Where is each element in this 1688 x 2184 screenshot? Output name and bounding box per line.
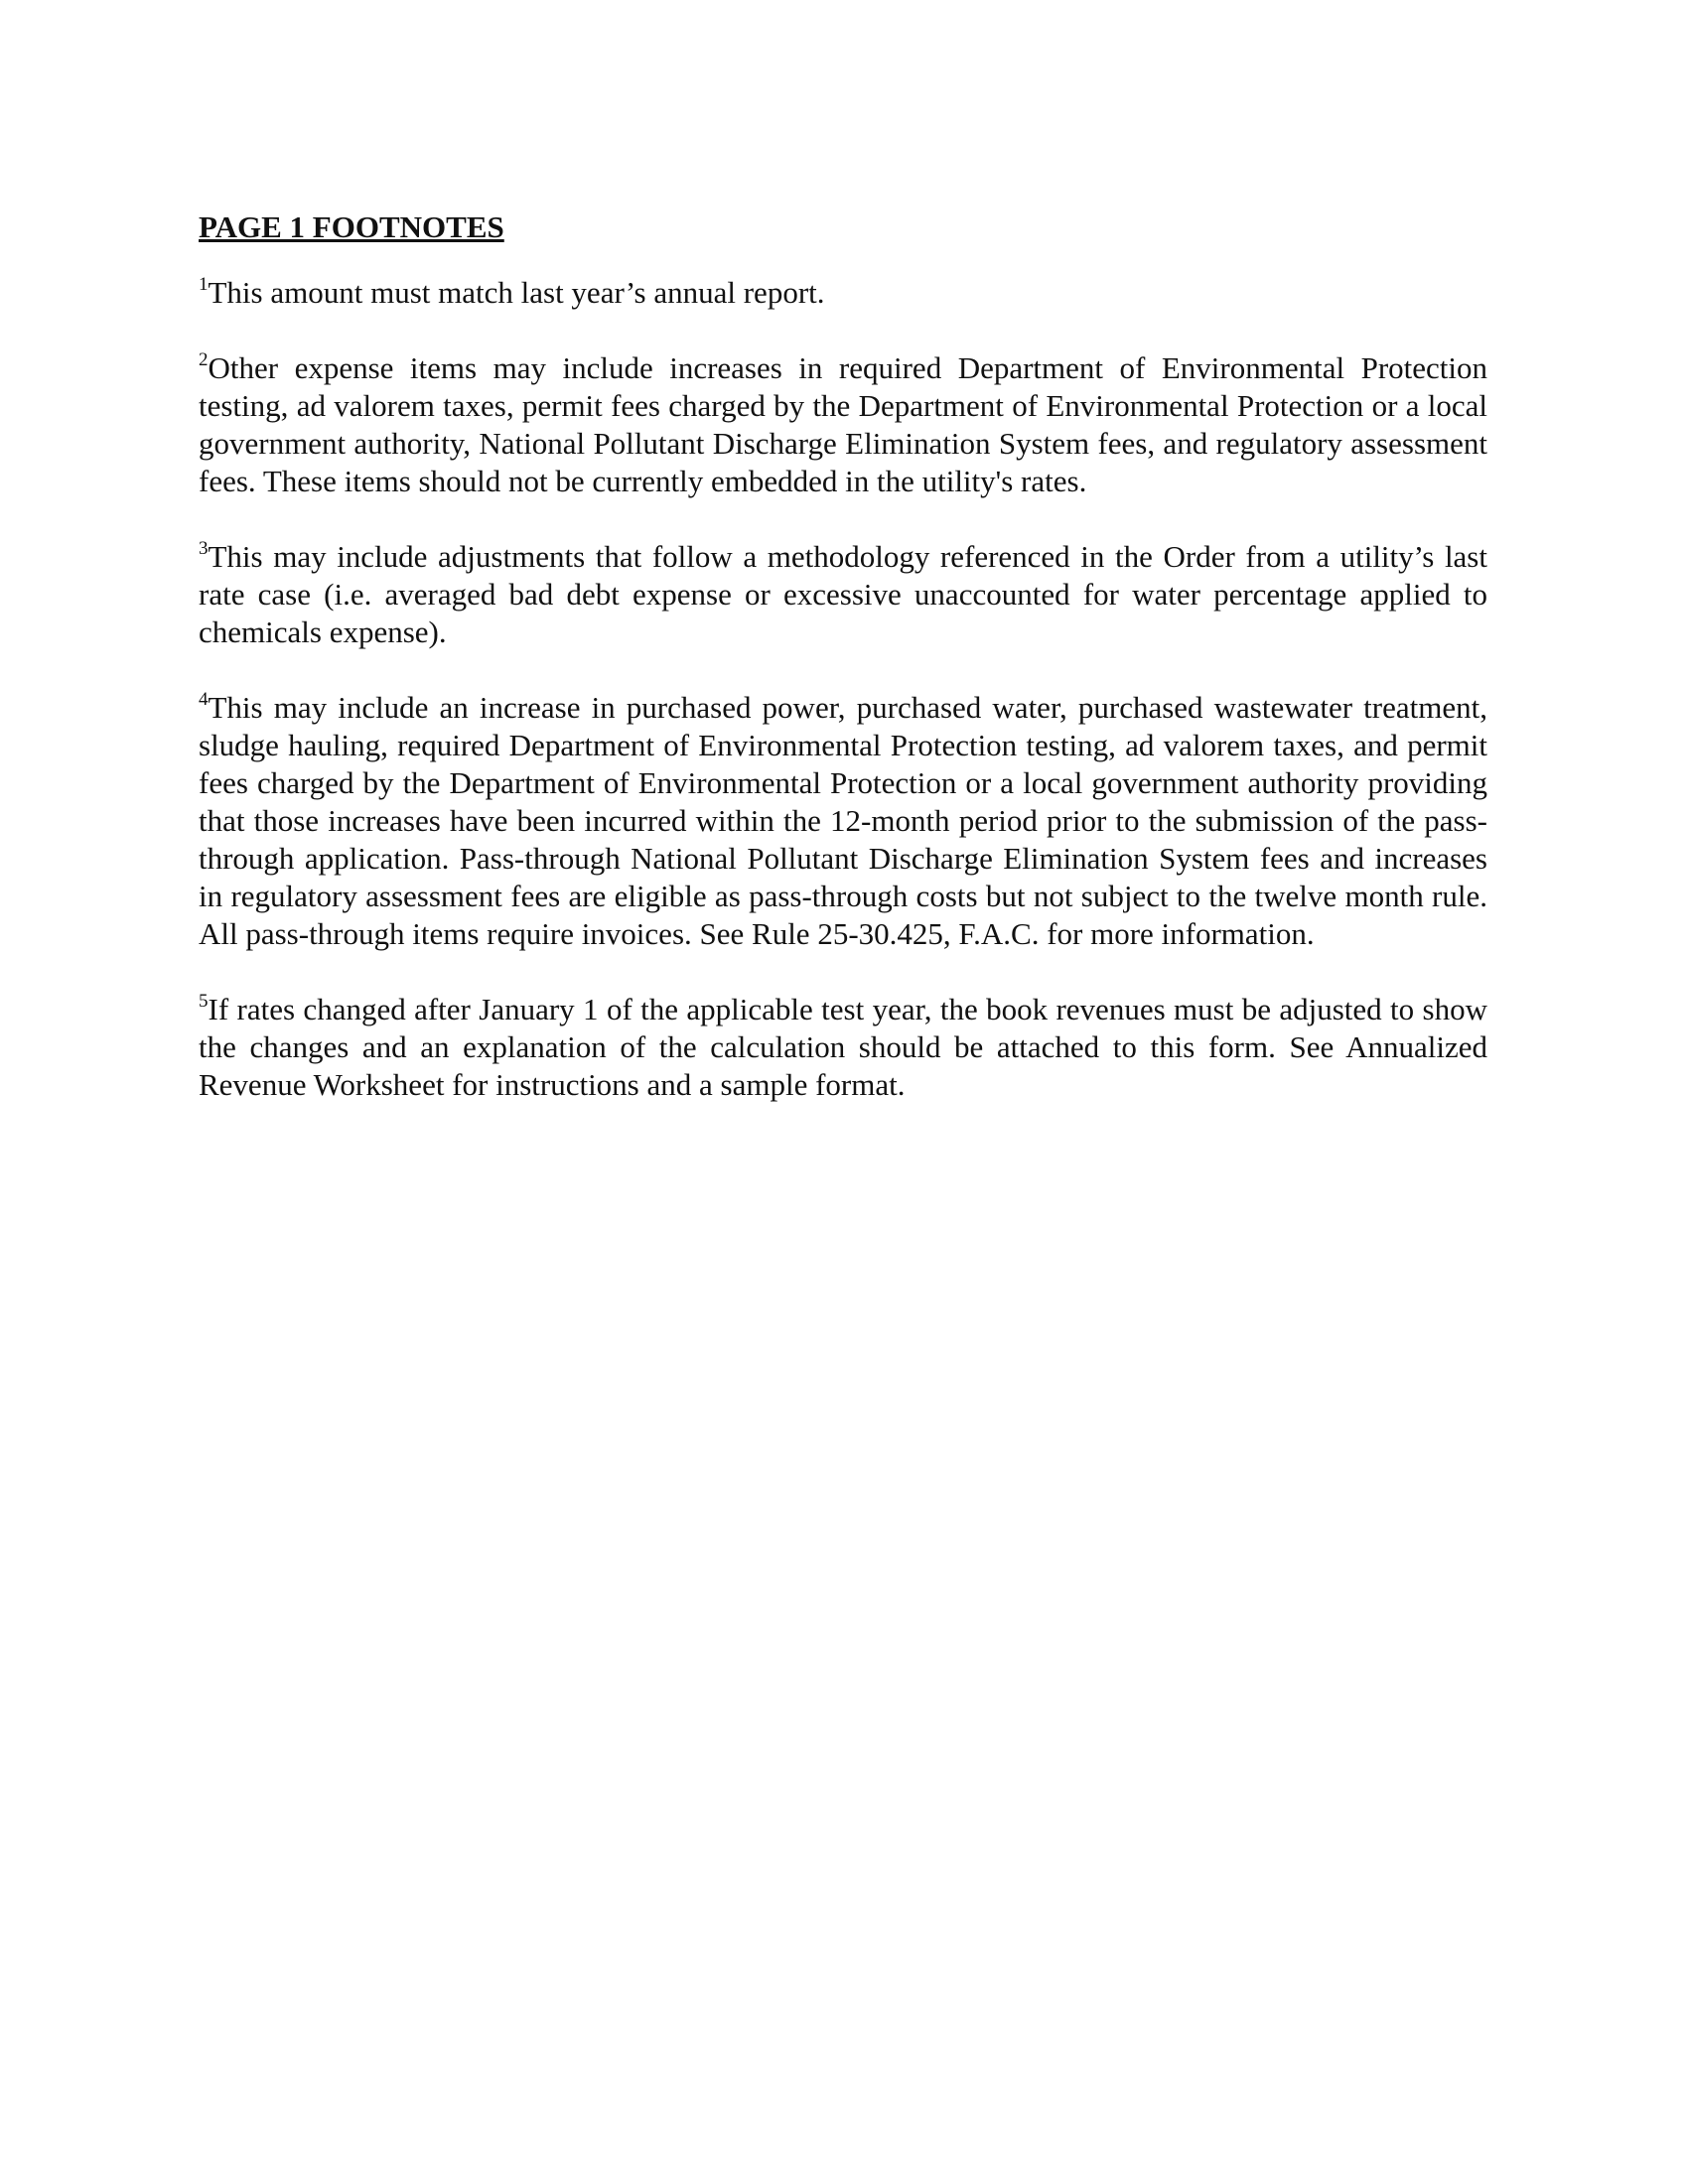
footnote-marker: 1 bbox=[199, 273, 209, 295]
footnote-text: If rates changed after January 1 of the applicable test year, the book revenues must be adjusted to show the changes and an explanation of the calculation should be attached to this form. See Annualized Revenue Worksheet for instructions and a sample format. bbox=[199, 992, 1487, 1102]
footnote-text: This may include an increase in purchased power, purchased water, purchased wastewater treatment, sludge hauling, required Department of Environmental Protection testing, ad valorem taxes, and permit fees charged by the Department of Environmental Protection or a local government authority providing that those increases have been incurred within the 12-month period prior to the submission of the pass-through application. Pass-through National Pollutant Discharge Elimination System fees and increases in regulatory assessment fees are eligible as pass-through costs but not subject to the twelve month rule. All pass-through items require invoices. See Rule 25-30.425, F.A.C. for more information. bbox=[199, 690, 1487, 951]
footnote-5 bbox=[199, 991, 1487, 1104]
footnote-marker: 4 bbox=[199, 688, 209, 710]
footnotes-section bbox=[199, 208, 1487, 1142]
page-heading: PAGE 1 FOOTNOTES bbox=[199, 209, 504, 244]
footnote-2 bbox=[199, 349, 1487, 500]
footnote-4 bbox=[199, 689, 1487, 953]
footnote-text: This amount must match last year’s annual report. bbox=[208, 275, 825, 310]
footnote-text: Other expense items may include increases in required Department of Environmental Protection testing, ad valorem taxes, permit fees charged by the Department of Environmental Protection or a local government authority, National Pollutant Discharge Elimination System fees, and regulatory assessment fees. These items should not be currently embedded in the utility's rates. bbox=[199, 350, 1487, 498]
footnote-text: This may include adjustments that follow a methodology referenced in the Order from a utility’s last rate case (i.e. averaged bad debt expense or excessive unaccounted for water percentage applied to chemicals expense). bbox=[199, 539, 1487, 649]
footnote-1 bbox=[199, 274, 1487, 312]
footnote-marker: 5 bbox=[199, 990, 209, 1012]
footnote-3 bbox=[199, 538, 1487, 651]
footnote-marker: 2 bbox=[199, 348, 209, 370]
footnote-marker: 3 bbox=[199, 537, 209, 559]
